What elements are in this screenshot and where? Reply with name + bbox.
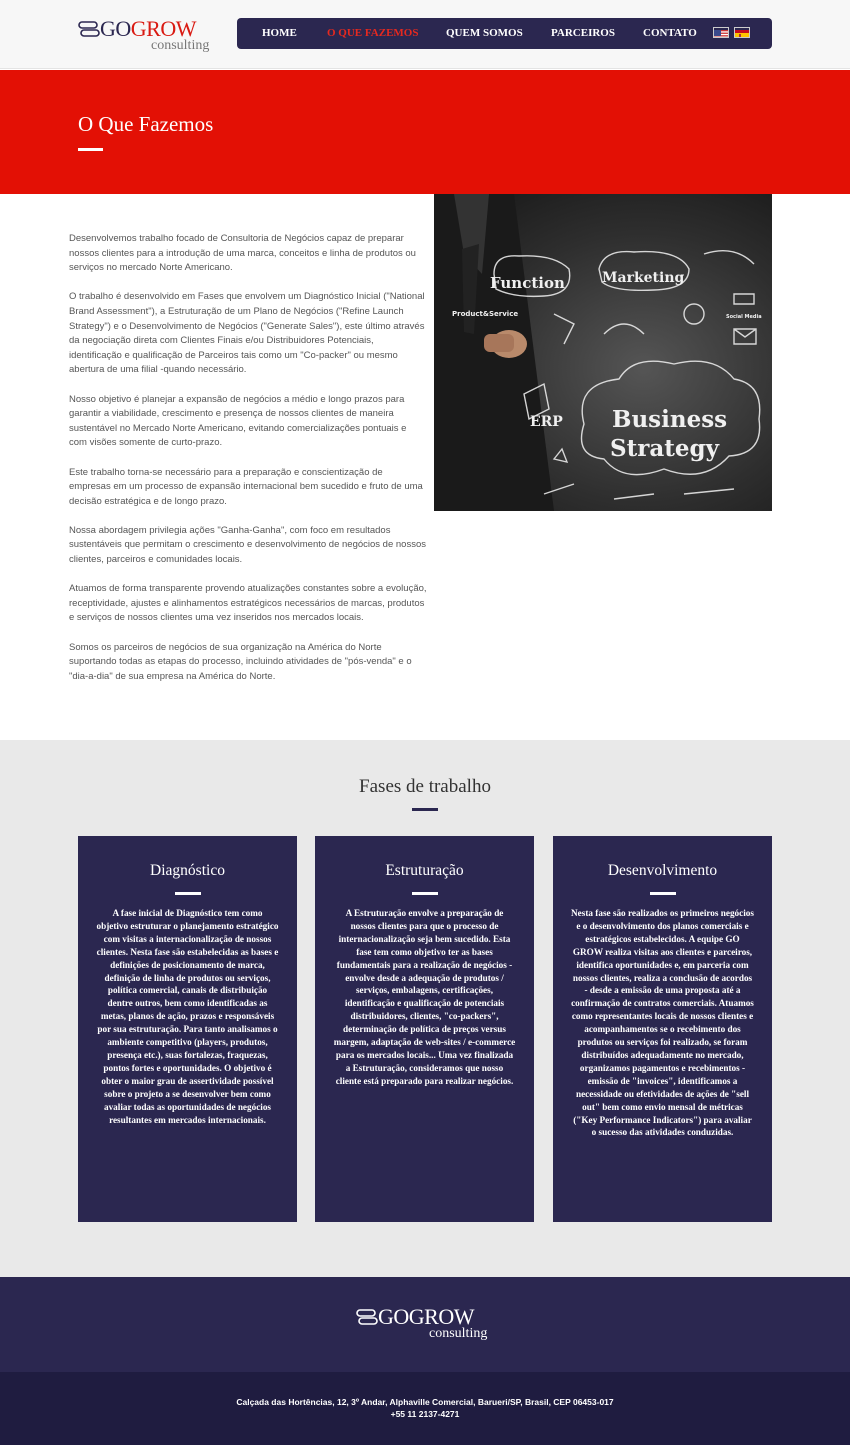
- phase-card-title: Desenvolvimento: [607, 862, 718, 879]
- title-underline: [78, 148, 103, 151]
- phase-card-text: A Estruturação envolve a preparação de nossos clientes para que o processo de internacionalização seja bem sucedido. Esta fase tem como objetivo ter as bases fundamentais para a realização de negócios - envolve desde a adequação de produtos / serviços, embalagens, certificações, identificação e qualificação de potenciais distribuidores, clientes, "co-packers", determinação de política de preços versus margem, adaptação de web-sites / e-commerce para os mercados locais... Uma vez finalizada a Estruturação, consideramos que nosso cliente está preparado para realizar negócios.: [333, 908, 516, 1086]
- image-word: Marketing: [602, 270, 685, 286]
- logo-wordmark: GOGROW: [100, 16, 196, 41]
- footer-contact: [0, 1372, 850, 1445]
- phase-card-underline: [412, 892, 438, 895]
- image-word: Social Media: [726, 314, 762, 320]
- page-title: O Que Fazemos: [78, 112, 214, 136]
- phase-card-desenvolvimento: [553, 836, 772, 1222]
- phase-card-diagnostico: [78, 836, 297, 1222]
- image-word: ERP: [530, 414, 563, 430]
- footer-phone[interactable]: +55 11 2137-4271: [390, 1409, 460, 1419]
- nav-quem-somos[interactable]: QUEM SOMOS: [446, 27, 523, 39]
- phases-section: [0, 740, 850, 1277]
- intro-paragraph: Nossa abordagem privilegia ações "Ganha-Ganha", com foco em resultados sustentáveis que permitam o crescimento e desenvolvimento de negócios de nossos clientes, parceiros e comunidades locais.: [69, 524, 426, 566]
- intro-paragraph: Somos os parceiros de negócios de sua organização na América do Norte suportando todas as etapas do processo, incluindo atividades de "pós-venda" e o "dia-a-dia" de sua empresa na América do Norte.: [69, 641, 412, 682]
- logo-tagline: consulting: [151, 38, 210, 53]
- phase-card-text: A fase inicial de Diagnóstico tem como objetivo estruturar o planejamento estratégico com visitas a internacionalização de nossos clientes. Nesta fase são estabelecidas as bases e definições de posicionamento de marca, definição de linha de produtos ou serviços, política comercial, canais de distribuição dentre outros, bem como identificadas as metas, planos de ação, prazos e responsáveis por sua estruturação. Para tanto analisamos o ambiente competitivo (players, produtos, presença etc.), suas fortalezas, fraquezas, pontos fortes e oportunidades. O objetivo é obter o maior grau de assertividade possível sobre o projeto a se desenvolver bem como avaliar todas as oportunidades de negócios resultantes em mercados internacionais.: [96, 908, 279, 1125]
- logo-mark-icon: [356, 1308, 378, 1326]
- footer-logo-wordmark: GOGROW: [378, 1304, 474, 1329]
- image-word: Business: [612, 406, 728, 433]
- us-flag-icon[interactable]: [713, 27, 729, 38]
- intro-paragraph: Este trabalho torna-se necessário para a preparação e conscientização de empresas em um processo de expansão internacional bem sucedido e fruto de uma decisão estratégica e de longo prazo.: [69, 466, 423, 507]
- phase-card-title: Estruturação: [385, 862, 464, 879]
- site-header: [0, 0, 850, 69]
- phase-card-estruturacao: [315, 836, 534, 1222]
- intro-paragraph: Nosso objetivo é planejar a expansão de negócios a médio e longo prazos para garantir a viabilidade, crescimento e presença de nossos clientes de maneira sustentável no Mercado Norte Americano, evitando comercializações pontuais e com visões somente de curto-prazo.: [69, 393, 407, 449]
- phases-title-underline: [412, 808, 438, 811]
- image-word: Product&Service: [452, 310, 519, 318]
- intro-text: [69, 232, 427, 699]
- phase-card-underline: [650, 892, 676, 895]
- logo-mark-icon: [78, 20, 100, 38]
- phase-card-underline: [175, 892, 201, 895]
- intro-paragraph: Atuamos de forma transparente provendo atualizações constantes sobre a evolução, receptividade, ajustes e alinhamentos estratégicos necessários de marcas, produtos e serviços de nossos clientes uma vez inseridos nos mercados locais.: [69, 583, 427, 624]
- nav-contato[interactable]: CONTATO: [643, 27, 697, 39]
- phase-card-text: Nesta fase são realizados os primeiros negócios e o desenvolvimento dos planos comerciais e estratégicos estabelecidos. A equipe GO GROW realiza visitas aos clientes e parceiros, identifica oportunidades e, em parceria com nossos clientes, realiza a conclusão de acordos - desde a emissão de uma proposta até a confirmação de contratos comerciais. Atuamos como representantes locais de nossos clientes e acompanhamentos se o recebimento dos produtos ou serviços foi realizado, se foram distribuídos adequadamente no mercado, organizamos pagamentos e recebimentos - emissão de "invoices", identificamos a necessidade ou efetividades de ações de "sell out" bem como envio mensal de métricas ("Key Performance Indicators") para avaliar o sucesso das atividades conduzidas.: [571, 908, 754, 1138]
- image-word: Strategy: [610, 435, 719, 462]
- image-word: Function: [490, 274, 565, 292]
- site-logo[interactable]: [78, 16, 218, 56]
- nav-o-que-fazemos[interactable]: O QUE FAZEMOS: [327, 27, 419, 39]
- footer-logo-band: [0, 1277, 850, 1372]
- phases-title: Fases de trabalho: [359, 776, 491, 797]
- phase-card-title: Diagnóstico: [150, 862, 225, 879]
- nav-parceiros[interactable]: PARCEIROS: [551, 27, 615, 39]
- business-strategy-image: [434, 194, 772, 511]
- main-nav: [237, 18, 772, 49]
- page-hero: [0, 70, 850, 194]
- es-flag-icon[interactable]: [734, 27, 750, 38]
- nav-home[interactable]: HOME: [262, 27, 297, 39]
- intro-paragraph: Desenvolvemos trabalho focado de Consultoria de Negócios capaz de preparar nossos clientes para a introdução de uma marca, conceitos e linha de produtos ou serviços no mercado Norte Americano.: [69, 233, 416, 274]
- intro-paragraph: O trabalho é desenvolvido em Fases que envolvem um Diagnóstico Inicial ("National Brand Assessment"), a Estruturação de um Plano de Negócios ("Refine Launch Strategy") e o Desenvolvimento de Negócios ("Generate Sales"), este último através da negociação direta com Clientes Finais e/ou Distribuidores Potenciais, identificação e qualificação de Parceiros tais como um "Co-packer" ou mesmo abertura de uma filial -quando necessário.: [69, 291, 425, 376]
- footer-address: Calçada das Hortências, 12, 3º Andar, Alphaville Comercial, Barueri/SP, Brasil, CEP 06453-017: [236, 1397, 614, 1407]
- footer-logo[interactable]: [356, 1304, 506, 1344]
- footer-logo-tagline: consulting: [429, 1326, 488, 1341]
